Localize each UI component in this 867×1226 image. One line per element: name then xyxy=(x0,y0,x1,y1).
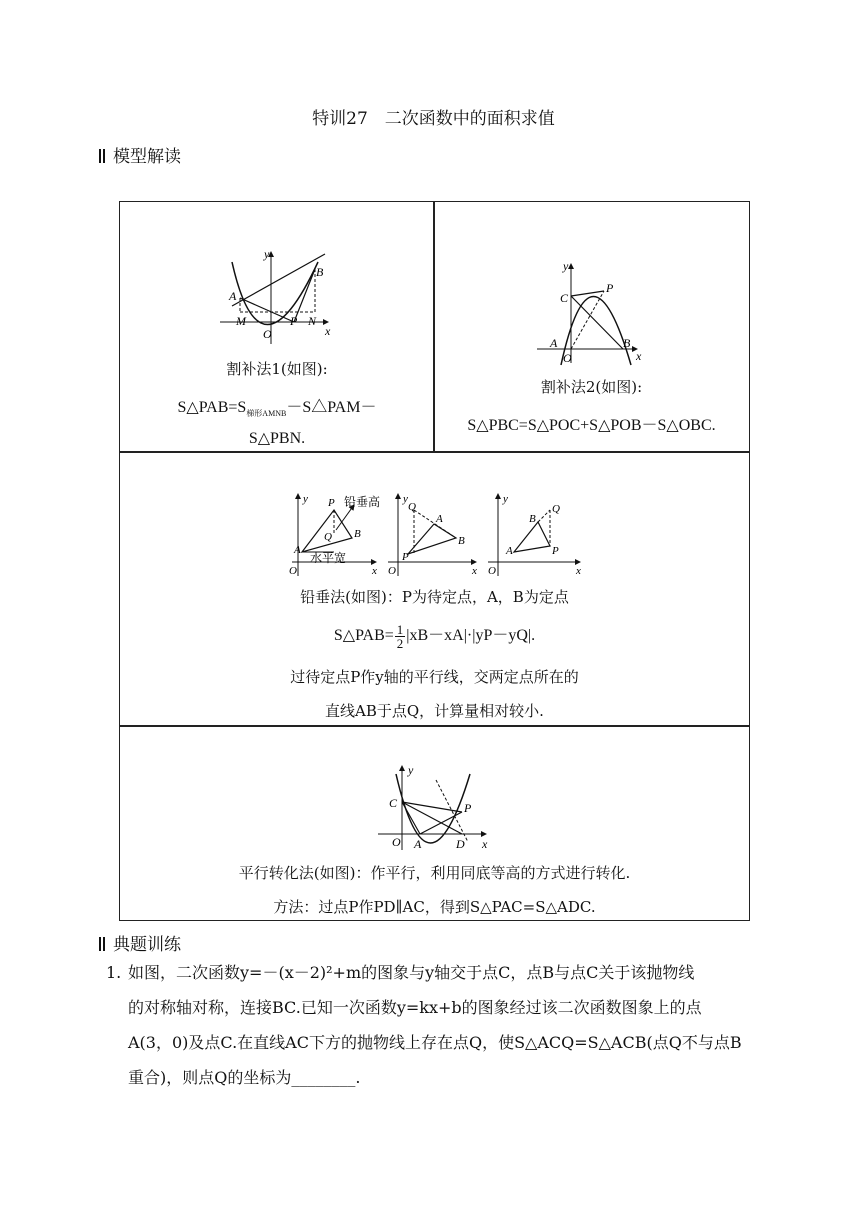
figure-cut-fill-2 xyxy=(537,258,652,368)
problem-line-3: A(3，0)及点C.在直线AC下方的抛物线上存在点Q，使S△ACQ=S△ACB(点Q不与点B xyxy=(128,1033,742,1052)
svg-text:D: D xyxy=(456,837,465,851)
svg-text:C: C xyxy=(389,796,398,810)
formula-cut-fill-1-line2: S△PBN. xyxy=(248,430,306,447)
origin-label: O xyxy=(263,327,272,341)
svg-text:O: O xyxy=(392,835,401,849)
svg-text:y: y xyxy=(503,493,508,505)
point-label-B: B xyxy=(316,265,324,279)
section-heading-practice xyxy=(99,930,181,955)
svg-text:A: A xyxy=(294,544,301,556)
caption-cut-fill-2: 割补法2(如图): xyxy=(540,378,643,396)
axis-label-x: x xyxy=(325,324,331,338)
label-horizontal-width: 水平宽 xyxy=(310,551,347,565)
problem-line-2: 的对称轴对称，连接BC.已知一次函数y=kx+b的图象经过该二次函数图象上的点 xyxy=(128,998,702,1017)
svg-text:O: O xyxy=(388,565,396,577)
text-vertical-line4: 直线AB于点Q，计算量相对较小. xyxy=(325,702,544,720)
point-label-P: P xyxy=(290,314,298,328)
section-marker-icon xyxy=(99,937,107,951)
svg-text:y: y xyxy=(408,763,414,777)
caption-cut-fill-1: 割补法1(如图): xyxy=(226,360,328,378)
axis-label-y: y xyxy=(563,259,569,273)
cell-cut-fill-2 xyxy=(433,201,750,453)
svg-text:x: x xyxy=(576,565,581,577)
svg-text:O: O xyxy=(488,565,496,577)
point-label-B: B xyxy=(623,336,631,350)
fraction-half: $\frac{1}{2}$ xyxy=(396,621,404,651)
cell-parallel-method xyxy=(119,725,750,921)
formula-cut-fill-2: S△PBC=S△POC+S△POB－S△OBC. xyxy=(467,417,716,434)
point-label-N: N xyxy=(308,314,317,328)
svg-text:x: x xyxy=(372,565,377,577)
svg-text:B: B xyxy=(354,528,361,540)
point-label-A: A xyxy=(229,289,237,303)
svg-text:x: x xyxy=(482,837,488,851)
svg-text:B: B xyxy=(529,513,536,525)
origin-label: O xyxy=(563,351,572,365)
caption-parallel-method: 平行转化法(如图)：作平行，利用同底等高的方式进行转化. xyxy=(238,864,631,882)
svg-text:x: x xyxy=(472,565,477,577)
problem-line-4: 重合)，则点Q的坐标为________. xyxy=(128,1068,361,1087)
cell-cut-fill-1 xyxy=(119,201,435,453)
page-title: 特训27 二次函数中的面积求值 xyxy=(312,109,555,129)
section-heading-model xyxy=(99,142,181,167)
point-label-M: M xyxy=(236,314,246,328)
section-marker-icon xyxy=(99,149,107,163)
axis-label-y: y xyxy=(264,247,270,261)
svg-text:A: A xyxy=(414,837,422,851)
point-label-A: A xyxy=(550,336,558,350)
figure-parallel-method xyxy=(378,762,493,854)
svg-text:y: y xyxy=(303,493,308,505)
svg-text:Q: Q xyxy=(552,503,560,515)
problem-number: 1. xyxy=(106,963,122,982)
caption-vertical-method: 铅垂法(如图)：P为待定点，A，B为定点 xyxy=(300,588,569,606)
svg-text:P: P xyxy=(552,545,559,557)
axis-label-x: x xyxy=(636,349,642,363)
svg-text:P: P xyxy=(328,497,335,509)
svg-text:O: O xyxy=(289,565,297,577)
problem-line-1: 如图，二次函数y=－(x－2)²+m的图象与y轴交于点C，点B与点C关于该抛物线 xyxy=(128,963,695,982)
point-label-P: P xyxy=(606,281,614,295)
svg-text:B: B xyxy=(458,535,465,547)
formula-vertical-method: S△PAB= $\frac{1}{2}|xB-xA|\cdot|yP-yQ|$. xyxy=(333,621,536,651)
figure-vertical-method xyxy=(284,490,594,580)
svg-text:A: A xyxy=(506,545,513,557)
text-parallel-method: 方法：过点P作PD∥AC，得到S△PAC=S△ADC. xyxy=(273,898,596,916)
svg-text:P: P xyxy=(464,801,472,815)
svg-text:A: A xyxy=(436,513,443,525)
cell-vertical-method xyxy=(119,451,750,727)
label-vertical-height: 铅垂高 xyxy=(344,495,381,509)
text-vertical-line3: 过待定点P作y轴的平行线，交两定点所在的 xyxy=(290,668,579,686)
svg-text:P: P xyxy=(402,551,409,563)
section-label: 典题训练 xyxy=(113,935,181,955)
point-label-C: C xyxy=(560,291,569,305)
figure-cut-fill-1 xyxy=(220,242,345,347)
svg-text:y: y xyxy=(403,493,408,505)
formula-cut-fill-1: $S\triangle PAB=S_{梯形AMNB}-S\triangle PAM-$ xyxy=(177,399,377,419)
section-label: 模型解读 xyxy=(113,147,181,167)
svg-text:Q: Q xyxy=(408,501,416,513)
svg-text:Q: Q xyxy=(324,531,332,543)
